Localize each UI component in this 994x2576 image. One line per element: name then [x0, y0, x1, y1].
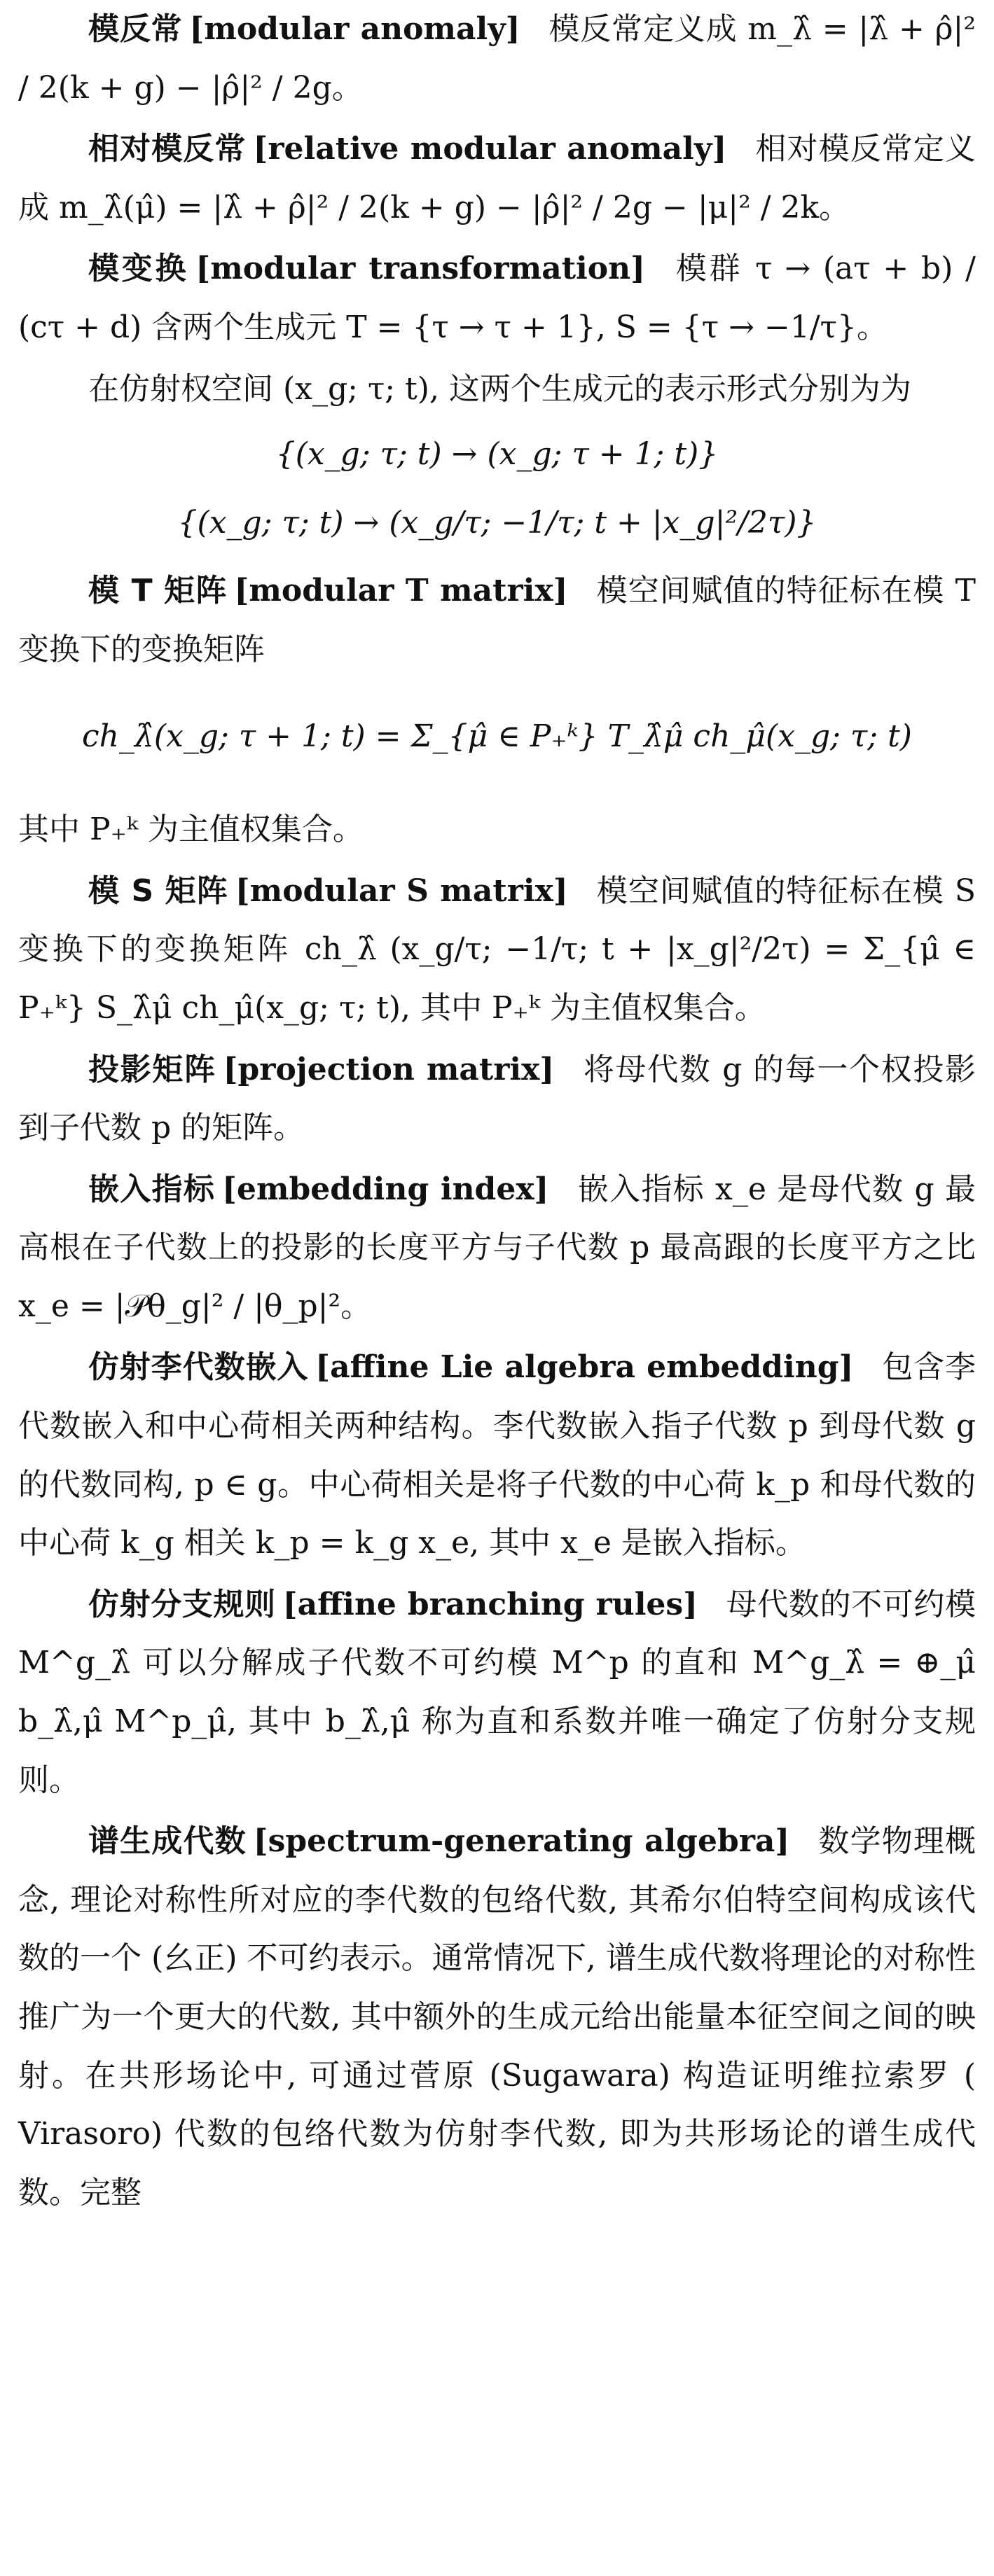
entry-term: 模 T 矩阵: [88, 573, 228, 609]
display-equation-character: ch_λ̂(x_g; τ + 1; t) = Σ_{μ̂ ∈ P₊ᵏ} T_λ̂μ̂ ch_μ̂(x_g; τ; t): [82, 718, 912, 754]
display-equation-t: {(x_g; τ; t) → (x_g; τ + 1; t)}: [275, 436, 719, 473]
entry-english-term: [modular transformation]: [195, 251, 645, 287]
entry-term: 仿射李代数嵌入: [88, 1349, 309, 1386]
entry-definition: 嵌入指标 x_e 是母代数 g 最高根在子代数上的投影的长度平方与子代数 p 最高跟的长度平方之比 x_e = |𝒫θ_g|² / |θ_p|²。: [18, 1171, 976, 1324]
entry-english-term: [affine Lie algebra embedding]: [315, 1349, 854, 1386]
entry-affine-lie-algebra-embedding: [18, 1338, 976, 1572]
entry-english-term: [modular T matrix]: [234, 573, 568, 609]
entry-term: 谱生成代数: [88, 1823, 247, 1860]
entry-modular-s-matrix: [18, 862, 976, 1038]
display-equation-s: {(x_g; τ; t) → (x_g/τ; −1/τ; t + |x_g|²/2τ)}: [177, 504, 817, 541]
paragraph-affine-weight-space: 在仿射权空间 (x_g; τ; t), 这两个生成元的表示形式分别为为: [88, 370, 911, 407]
entry-english-term: [affine branching rules]: [282, 1586, 698, 1622]
entry-definition: 将母代数 g 的每一个权投影到子代数 p 的矩阵。: [18, 1051, 976, 1146]
entry-definition: 模群 τ → (aτ + b) / (cτ + d) 含两个生成元 T = {τ → τ + 1}, S = {τ → −1/τ}。: [18, 251, 976, 345]
entry-definition: 包含李代数嵌入和中心荷相关两种结构。李代数嵌入指子代数 p 到母代数 g 的代数同构, p ∈ g。中心荷相关是将子代数的中心荷 k_p 和母代数的中心荷 k_g 相关 k_p = k_g x_e, 其中 x_e 是嵌入指标。: [18, 1349, 976, 1561]
entry-definition: 模反常定义成 m_λ̂ = |λ̂ + ρ̂|² / 2(k + g) − |ρ̂|² / 2g。: [18, 11, 976, 106]
entry-term: 仿射分支规则: [88, 1586, 276, 1622]
entry-embedding-index: [18, 1160, 976, 1336]
entry-definition: 模空间赋值的特征标在模 T 变换下的变换矩阵: [18, 573, 976, 667]
entry-term: 模反常: [88, 11, 183, 47]
entry-english-term: [projection matrix]: [223, 1051, 555, 1087]
entry-english-term: [embedding index]: [222, 1171, 549, 1207]
entry-term: 相对模反常: [88, 131, 247, 167]
entry-definition: 相对模反常定义成 m_λ̂(μ̂) = |λ̂ + ρ̂|² / 2(k + g) − |ρ̂|² / 2g − |μ|² / 2k。: [18, 131, 976, 225]
entry-term: 模变换: [88, 251, 189, 287]
entry-term: 投影矩阵: [88, 1051, 216, 1087]
entry-projection-matrix: [18, 1040, 976, 1157]
entry-term: 模 S 矩阵: [88, 872, 228, 909]
entry-modular-anomaly: [18, 0, 976, 117]
entry-english-term: [spectrum-generating algebra]: [253, 1823, 790, 1860]
entry-english-term: [modular S matrix]: [235, 872, 568, 909]
entry-english-term: [relative modular anomaly]: [253, 131, 727, 167]
entry-term: 嵌入指标: [88, 1171, 216, 1207]
entry-affine-branching-rules: [18, 1575, 976, 1809]
entry-definition: 母代数的不可约模 M^g_λ̂ 可以分解成子代数不可约模 M^p 的直和 M^g_λ̂ = ⊕_μ̂ b_λ̂,μ̂ M^p_μ̂, 其中 b_λ̂,μ̂ 称为直和系数并唯一确定了仿射分支规则。: [18, 1586, 976, 1798]
entry-english-term: [modular anomaly]: [189, 11, 520, 47]
entry-definition: 数学物理概念, 理论对称性所对应的李代数的包络代数, 其希尔伯特空间构成该代数的一个 (幺正) 不可约表示。通常情况下, 谱生成代数将理论的对称性推广为一个更大的代数, 其中额外的生成元给出能量本征空间之间的映射。在共形场论中, 可通过菅原 (Sugawara) 构造证明维拉索罗 ( Virasoro) 代数的包络代数为仿射李代数, 即为共形场论的谱生成代数。完整: [18, 1823, 976, 2211]
entry-modular-t-matrix: [18, 562, 976, 678]
entry-definition: 模空间赋值的特征标在模 S 变换下的变换矩阵 ch_λ̂ (x_g/τ; −1/τ; t + |x_g|²/2τ) = Σ_{μ̂ ∈ P₊ᵏ} S_λ̂μ̂ ch_μ̂(x_g; τ; t), 其中 P₊ᵏ 为主值权集合。: [18, 872, 976, 1026]
entry-spectrum-generating-algebra: [18, 1812, 976, 2222]
entry-relative-modular-anomaly: [18, 120, 976, 237]
entry-modular-transformation: [18, 239, 976, 356]
paragraph-principal-weights: 其中 P₊ᵏ 为主值权集合。: [18, 812, 364, 848]
